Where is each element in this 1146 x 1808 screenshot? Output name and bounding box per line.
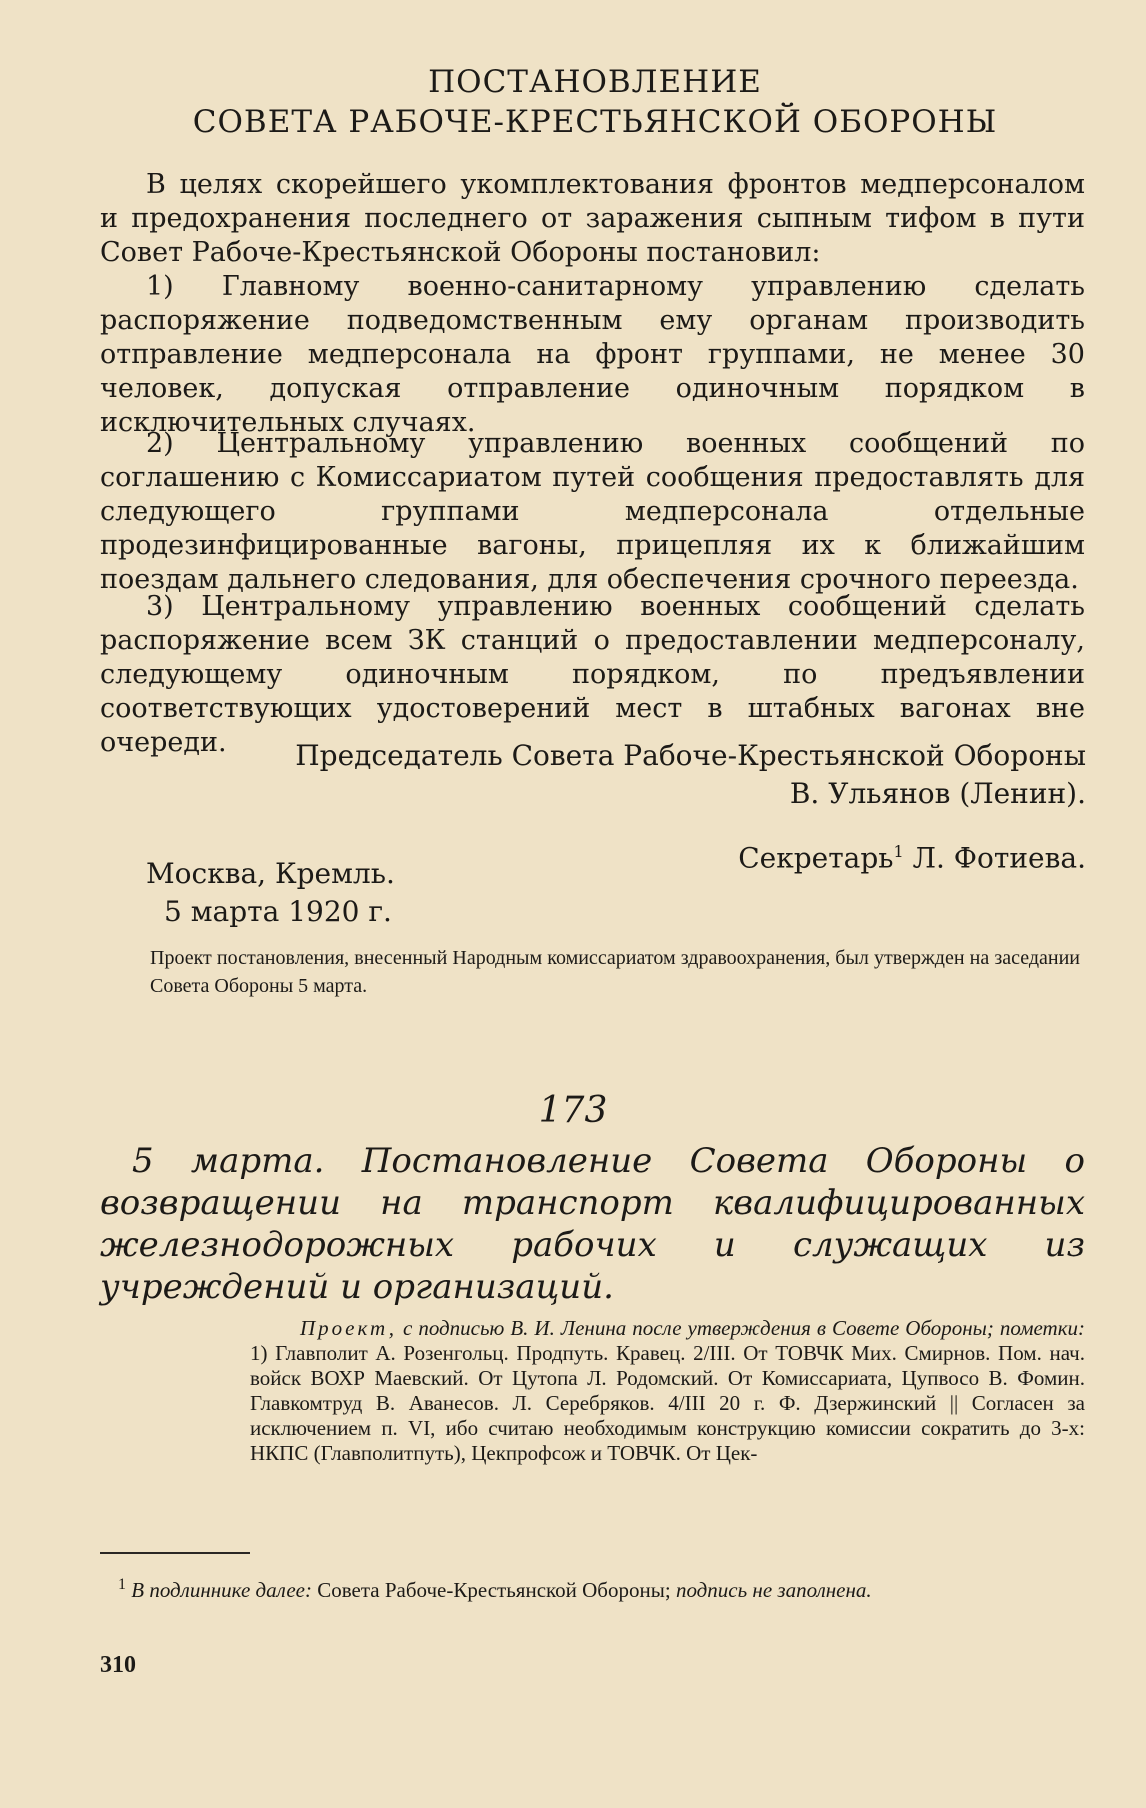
resolution-intro: В целях скорейшего укомплектования фронтов медперсоналом и предохранения последнего от заражения сыпным тифом в пути Совет Рабоче-Крестьянской Обороны постановил: (100, 169, 1085, 268)
source-description (250, 1316, 1085, 1466)
footnote-divider (100, 1552, 250, 1554)
date: 5 марта 1920 г. (164, 895, 392, 928)
footnote-italic-2: подпись не заполнена. (675, 1578, 872, 1602)
secretary-name: Л. Фотиева. (912, 841, 1086, 875)
resolution-item-2: 2) Центральному управлению военных сообщений по соглашению с Комиссариатом путей сообщения предоставлять для следующего группами медперсонала отдельные продезинфицированные вагоны, прицепляя их к ближайшим поездам дальнего следования, для обеспечения срочного переезда. (100, 428, 1085, 595)
secretary-signature (738, 834, 1086, 876)
secretary-label: Секретарь (738, 841, 894, 875)
source-italic: с подписью В. И. Ленина после утверждения в Совете Обороны; пометки: (403, 1316, 1086, 1340)
footnote-mark: 1 (118, 1576, 126, 1593)
footnote-ref: 1 (893, 842, 904, 861)
editorial-note: Проект постановления, внесенный Народным комиссариатом здравоохранения, был утвержден на заседании Совета Обороны 5 марта. (150, 947, 1080, 997)
chairman-line2: В. Ульянов (Ленин). (789, 777, 1086, 810)
resolution-title-line2: СОВЕТА РАБОЧЕ-КРЕСТЬЯНСКОЙ ОБОРОНЫ (192, 104, 998, 140)
resolution-item-3: 3) Центральному управлению военных сообщений сделать распоряжение всем ЗК станций о предоставлении медперсоналу, следующему одиночным порядком, по предъявлении соответствующих удостоверений мест в штабных вагонах вне очереди. (100, 591, 1085, 758)
document-number: 173 (538, 1090, 608, 1131)
footnote (100, 1572, 1090, 1603)
place: Москва, Кремль. (146, 857, 395, 890)
resolution-title-line1: ПОСТАНОВЛЕНИЕ (428, 64, 762, 100)
resolution-item-1: 1) Главному военно-санитарному управлению сделать распоряжение подведомственным ему органам производить отправление медперсонала на фронт группами, не менее 30 человек, допуская отправление одиночным порядком в исключительных случаях. (100, 271, 1085, 438)
chairman-line1: Председатель Совета Рабоче-Крестьянской Обороны (295, 739, 1086, 772)
page-number: 310 (100, 1652, 136, 1678)
footnote-italic-1: В подлиннике далее: (131, 1578, 312, 1602)
source-label: Проект, (300, 1316, 397, 1340)
document-heading: 5 марта. Постановление Совета Обороны о возвращении на транспорт квалифицированных железнодорожных рабочих и служащих из учреждений и организаций. (100, 1141, 1085, 1307)
source-text: 1) Главполит А. Розенгольц. Продпуть. Кравец. 2/III. От ТОВЧК Мих. Смирнов. Пом. нач. войск ВОХР Маевский. От Цутопа Л. Родомский. От Комиссариата, Цупвосо В. Фомин. Главкомтруд В. Аванесов. Л. Серебряков. 4/III 20 г. Ф. Дзержинский || Согласен за исключением п. VI, ибо считаю необходимым конструкцию комиссии сократить до 3-х: НКПС (Главполитпуть), Цекпрофсож и ТОВЧК. От Цек- (250, 1341, 1085, 1465)
footnote-text: Совета Рабоче-Крестьянской Обороны; (317, 1578, 671, 1602)
